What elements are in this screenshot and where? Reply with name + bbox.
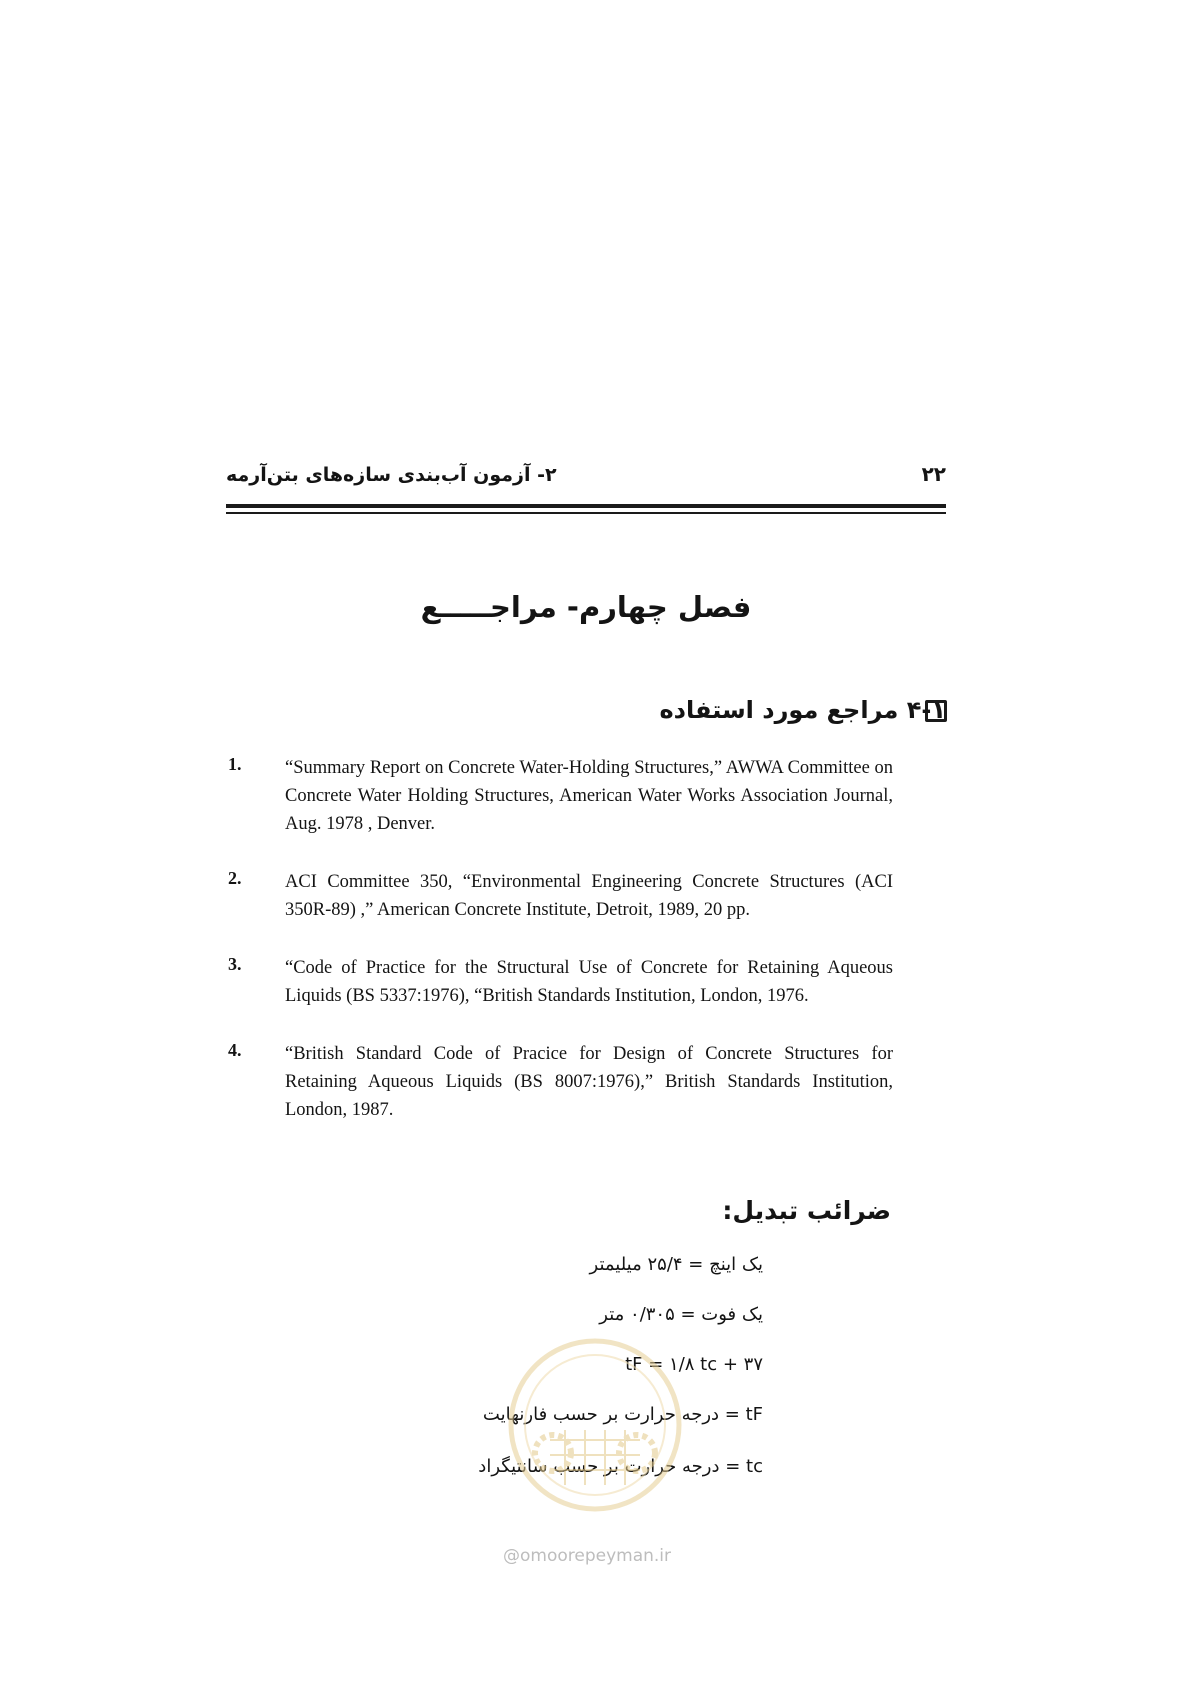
conversion-line: یک فوت = ۰/۳۰۵ متر [599, 1304, 763, 1325]
page-number: ۲۲ [921, 462, 946, 486]
emblem-watermark-icon [505, 1335, 685, 1515]
reference-number: 3. [228, 954, 242, 974]
conversion-line: tF = درجه حرارت بر حسب فارنهایت [482, 1404, 763, 1425]
header-rule-thick [226, 504, 946, 508]
reference-text: “Code of Practice for the Structural Use of Concrete for Retaining Aqueous Liquids (BS 5337:1976), “British Standards Institution, London, 1976. [285, 958, 893, 1006]
conversion-line: tF = ۱/۸ tc + ۳۷ [625, 1354, 763, 1375]
reference-list [228, 754, 893, 1154]
reference-text: ACI Committee 350, “Environmental Engineering Concrete Structures (ACI 350R-89) ,” American Concrete Institute, Detroit, 1989, 20 pp. [285, 872, 893, 920]
chapter-title: فصل چهارم- مراجـــــع [420, 590, 752, 624]
conversion-line: tc = درجه حرارت بر حسب سانتیگراد [478, 1456, 763, 1477]
page-header [226, 460, 946, 500]
reference-number: 1. [228, 754, 242, 774]
running-title: ۲- آزمون آب‌بندی سازه‌های بتن‌آرمه [226, 464, 557, 486]
reference-number: 4. [228, 1040, 242, 1060]
section-heading: ۴-۱ مراجع مورد استفاده [659, 696, 946, 724]
reference-item [228, 1040, 893, 1124]
header-rule-thin [226, 512, 946, 514]
reference-item [228, 954, 893, 1010]
watermark-text: @omoorepeyman.ir [503, 1546, 672, 1566]
reference-text: “British Standard Code of Pracice for Design of Concrete Structures for Retaining Aqueous Liquids (BS 8007:1976),” British Standards Institution, London, 1987. [285, 1044, 893, 1120]
reference-item [228, 868, 893, 924]
conversion-line: یک اینچ = ۲۵/۴ میلیمتر [589, 1254, 763, 1275]
conversion-heading: ضرائب تبدیل: [722, 1196, 891, 1225]
reference-text: “Summary Report on Concrete Water-Holding Structures,” AWWA Committee on Concrete Water Holding Structures, American Water Works Association Journal, Aug. 1978 , Denver. [285, 758, 893, 834]
reference-item [228, 754, 893, 838]
reference-number: 2. [228, 868, 242, 888]
